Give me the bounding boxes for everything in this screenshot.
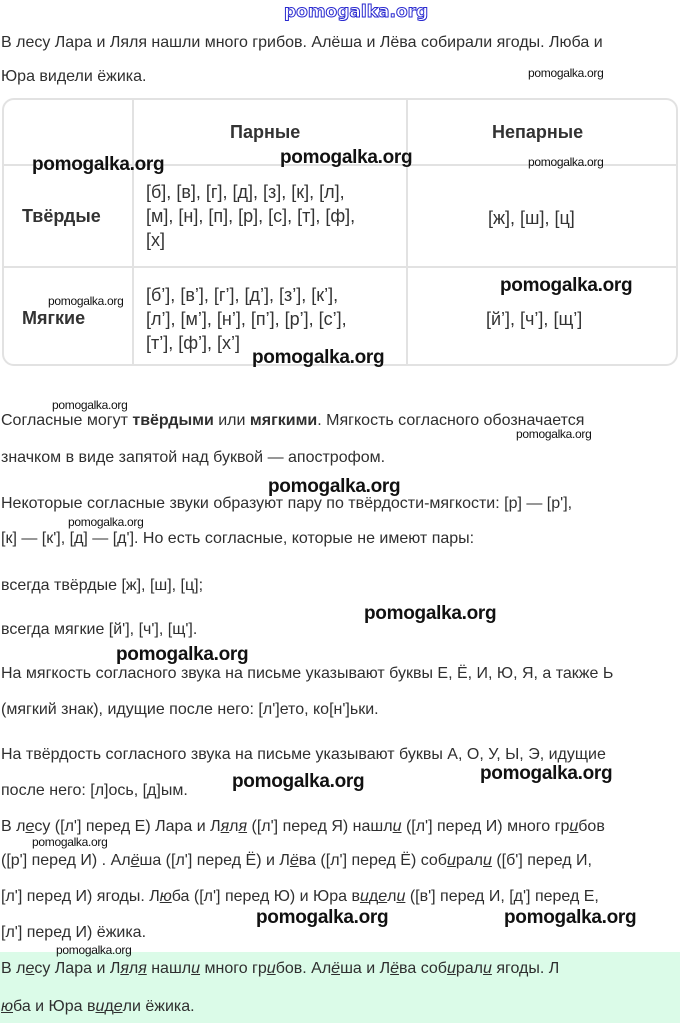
text-segment: ([р'] перед И) . Ал — [1, 852, 131, 869]
marked-vowel: ё — [390, 960, 400, 977]
text-segment: су Лара и Л — [34, 960, 121, 977]
marked-vowel: я — [120, 960, 129, 977]
text-line — [1, 852, 592, 870]
text-segment: много гр — [200, 960, 267, 977]
marked-vowel: и — [482, 960, 492, 977]
marked-vowel: ю — [159, 888, 172, 905]
text-line — [1, 818, 605, 836]
text-line — [1, 782, 188, 800]
soft-unpaired: [й’], [ч’], [щ’] — [486, 309, 583, 329]
watermark: pomogalka.org — [256, 907, 389, 928]
marked-vowel: ё — [130, 852, 140, 869]
intro-line: Юра видели ёжика. — [1, 68, 147, 85]
marked-vowel: ё — [331, 960, 341, 977]
watermark: pomogalka.org — [52, 398, 128, 412]
text-line — [1, 412, 584, 430]
row-label-hard: Твёрдые — [22, 206, 101, 226]
header-unpaired: Непарные — [492, 122, 584, 142]
text-line — [1, 665, 613, 683]
marked-vowel: е — [378, 888, 388, 905]
soft-paired — [146, 283, 347, 355]
marked-vowel: е — [25, 818, 35, 835]
text-segment: мягкими — [249, 412, 318, 429]
text-line — [1, 701, 379, 719]
marked-vowel: и — [266, 960, 276, 977]
cell-line: [б’], [в’], [г’], [д’], [з’], [к’], — [146, 285, 339, 305]
text-line — [1, 888, 599, 906]
marked-vowel: е — [113, 998, 123, 1015]
text-segment: значком в виде запятой над буквой — апострофом. — [1, 449, 386, 466]
text-line — [1, 530, 474, 548]
text-segment: су ([л'] перед Е) Лара и Л — [34, 818, 221, 835]
watermark: pomogalka.org — [504, 907, 637, 928]
text-segment: На твёрдость согласного звука на письме указывают буквы А, О, У, Ы, Э, идущие — [1, 746, 606, 763]
text-segment: всегда мягкие [й'], [ч'], [щ']. — [1, 621, 198, 638]
marked-vowel: я — [220, 818, 230, 835]
hard-unpaired: [ж], [ш], [ц] — [488, 208, 575, 228]
text-segment: бов. Ал — [275, 960, 332, 977]
text-segment: Согласные могут — [1, 412, 133, 429]
cell-line: [м], [н], [п], [р], [с], [т], [ф], — [146, 206, 356, 226]
watermark: pomogalka.org — [280, 147, 413, 168]
text-segment: ба ([л'] перед Ю) и Юра в — [171, 888, 360, 905]
watermark: pomogalka.org — [500, 275, 633, 296]
text-segment: л — [387, 888, 397, 905]
text-segment: Некоторые согласные звуки образуют пару по твёрдости-мягкости: [р] — [р'], — [1, 495, 573, 512]
marked-vowel: и — [396, 888, 406, 905]
text-segment: [л'] перед И) ягоды. Л — [1, 888, 160, 905]
cell-line: [т’], [ф’], [х’] — [146, 333, 241, 353]
text-segment: ша и Л — [340, 960, 391, 977]
marked-vowel: и — [446, 852, 456, 869]
marked-vowel: е — [25, 960, 35, 977]
text-segment: ша ([л'] перед Ё) и Л — [139, 852, 290, 869]
marked-vowel: и — [446, 960, 456, 977]
text-segment: (мягкий знак), идущие после него: [л']ето, ко[н']ьки. — [1, 701, 379, 718]
marked-vowel: и — [191, 960, 201, 977]
cell-line: [х] — [146, 230, 166, 250]
watermark: pomogalka.org — [252, 347, 385, 368]
text-segment: рал — [455, 852, 483, 869]
watermark: pomogalka.org — [268, 476, 401, 497]
watermark: pomogalka.org — [32, 154, 165, 175]
cell-line: [б], [в], [г], [д], [з], [к], [л], — [146, 182, 345, 202]
watermark: pomogalka.org — [68, 515, 144, 529]
text-segment: ва соб — [399, 960, 447, 977]
marked-vowel: и — [392, 818, 402, 835]
text-line — [1, 449, 385, 467]
watermark: pomogalka.org — [528, 66, 604, 80]
marked-vowel: ё — [289, 852, 299, 869]
text-segment: после него: [л]ось, [д]ым. — [1, 782, 188, 799]
hard-paired — [146, 180, 355, 252]
marked-vowel: и — [95, 998, 105, 1015]
text-segment: д — [368, 888, 379, 905]
text-segment: ([б'] перед И, — [491, 852, 592, 869]
watermark: pomogalka.org — [48, 294, 124, 308]
text-line — [1, 960, 559, 978]
text-segment: [к] — [к'], [д] — [д']. Но есть согласные, которые не имеют пары: — [1, 530, 475, 547]
text-segment: . Мягкость согласного обозначается — [317, 412, 585, 429]
row-label-soft: Мягкие — [22, 308, 86, 328]
watermark: pomogalka.org — [528, 155, 604, 169]
watermark: pomogalka.org — [364, 603, 497, 624]
text-segment: [л'] перед И) ёжика. — [1, 924, 147, 941]
text-segment: нашл — [146, 960, 192, 977]
text-segment: ба и Юра в — [13, 998, 96, 1015]
watermark: pomogalka.org — [480, 763, 613, 784]
text-segment: рал — [455, 960, 483, 977]
text-segment: ([в'] перед И, [д'] перед Е, — [405, 888, 599, 905]
cell-line: [л’], [м’], [н’], [п’], [р’], [с’], — [146, 309, 347, 329]
text-segment: твёрдыми — [132, 412, 214, 429]
text-segment: В л — [1, 818, 26, 835]
text-segment: л — [128, 960, 139, 977]
text-segment: или — [213, 412, 250, 429]
text-line — [1, 998, 195, 1016]
watermark: pomogalka.org — [32, 835, 108, 849]
marked-vowel: ю — [1, 998, 14, 1015]
text-line — [1, 621, 197, 639]
text-segment: ва ([л'] перед Ё) соб — [298, 852, 447, 869]
text-segment: ([л'] перед И) много гр — [401, 818, 570, 835]
text-segment: л — [229, 818, 239, 835]
marked-vowel: и — [483, 852, 492, 869]
text-segment: всегда твёрдые [ж], [ш], [ц]; — [1, 577, 204, 594]
watermark: pomogalka.org — [232, 771, 365, 792]
text-segment: бов — [578, 818, 605, 835]
text-segment: ягоды. Л — [491, 960, 560, 977]
marked-vowel: и — [359, 888, 369, 905]
watermark: pomogalka.org — [56, 943, 132, 957]
text-segment: В л — [1, 960, 26, 977]
watermark: pomogalka.org — [116, 644, 249, 665]
text-line — [1, 746, 606, 764]
site-logo[interactable]: pomogalka.org — [284, 2, 429, 22]
text-line — [1, 577, 203, 595]
marked-vowel: я — [238, 818, 248, 835]
marked-vowel: я — [138, 960, 147, 977]
intro-line: В лесу Лара и Ляля нашли много грибов. Алёша и Лёва собирали ягоды. Люба и — [1, 34, 603, 51]
consonants-table — [2, 98, 678, 366]
header-paired: Парные — [230, 122, 301, 142]
text-segment: ли ёжика. — [122, 998, 195, 1015]
text-segment: ([л'] перед Я) нашл — [247, 818, 393, 835]
text-line — [1, 924, 146, 942]
text-segment: д — [104, 998, 114, 1015]
text-segment: На мягкость согласного звука на письме указывают буквы Е, Ё, И, Ю, Я, а также Ь — [1, 665, 614, 682]
watermark: pomogalka.org — [516, 427, 592, 441]
marked-vowel: и — [569, 818, 579, 835]
